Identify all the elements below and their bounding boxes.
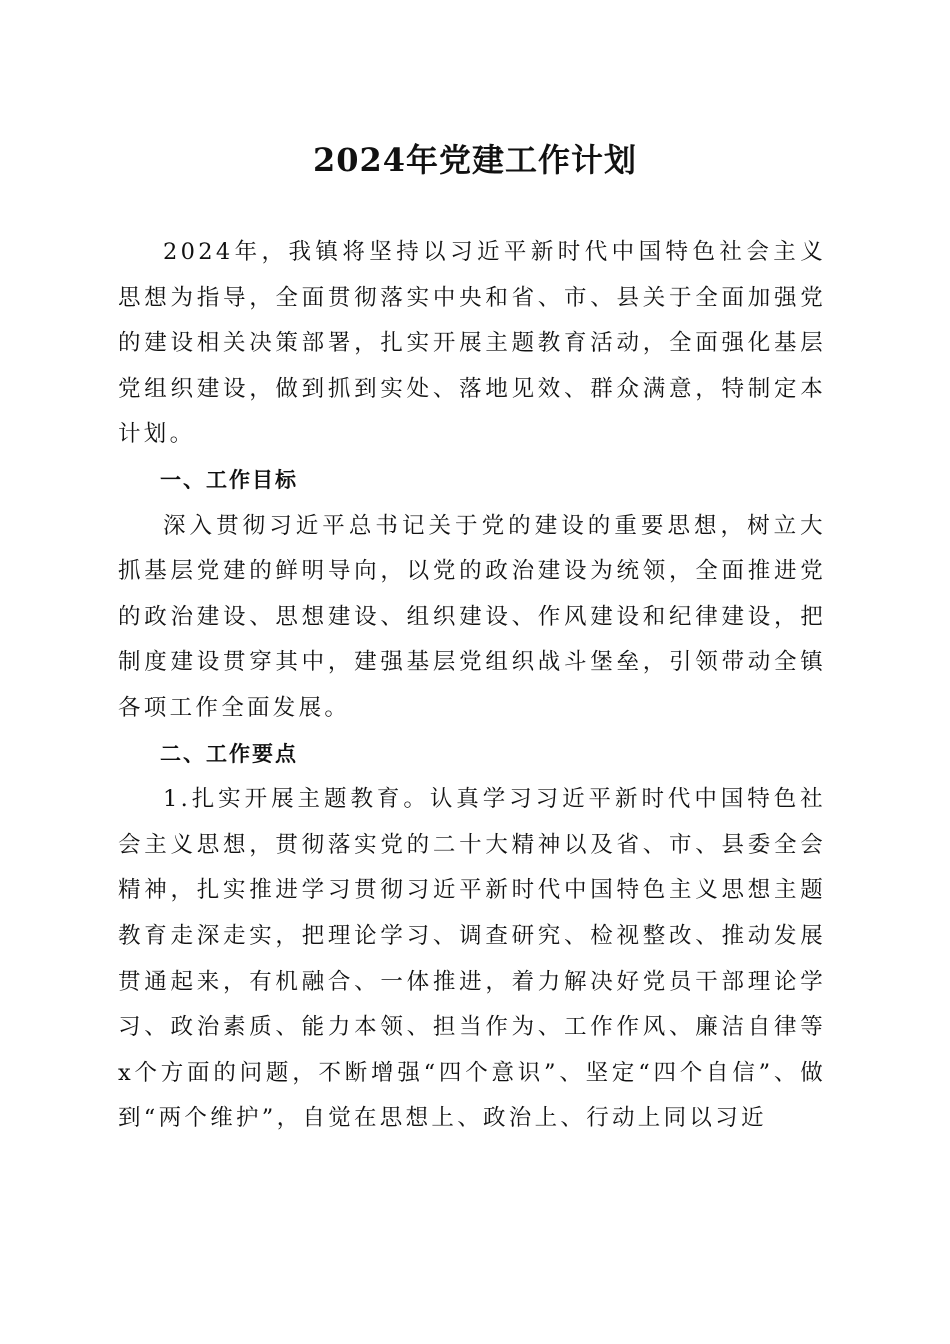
goals-paragraph: 深入贯彻习近平总书记关于党的建设的重要思想，树立大抓基层党建的鲜明导向，以党的政治建设为统领，全面推进党的政治建设、思想建设、组织建设、作风建设和纪律建设，把制度建设贯穿其中，建强基层党组织战斗堡垒，引领带动全镇各项工作全面发展。 <box>118 512 826 721</box>
section-heading-key-points: 二、工作要点 <box>160 741 298 766</box>
document-title: 2024年党建工作计划 <box>312 141 638 179</box>
document-body <box>118 230 826 1142</box>
section-heading-goals: 一、工作目标 <box>160 467 298 492</box>
intro-paragraph: 2024年，我镇将坚持以习近平新时代中国特色社会主义思想为指导，全面贯彻落实中央和省、市、县关于全面加强党的建设相关决策部署，扎实开展主题教育活动，全面强化基层党组织建设，做到抓到实处、落地见效、群众满意，特制定本计划。 <box>118 239 826 448</box>
key-point-1-paragraph: 1.扎实开展主题教育。认真学习习近平新时代中国特色社会主义思想，贯彻落实党的二十大精神以及省、市、县委全会精神，扎实推进学习贯彻习近平新时代中国特色主义思想主题教育走深走实，把理论学习、调查研究、检视整改、推动发展贯通起来，有机融合、一体推进，着力解决好党员干部理论学习、政治素质、能力本领、担当作为、工作作风、廉洁自律等x个方面的问题，不断增强“四个意识”、坚定“四个自信”、做到“两个维护”，自觉在思想上、政治上、行动上同以习近 <box>118 786 826 1132</box>
